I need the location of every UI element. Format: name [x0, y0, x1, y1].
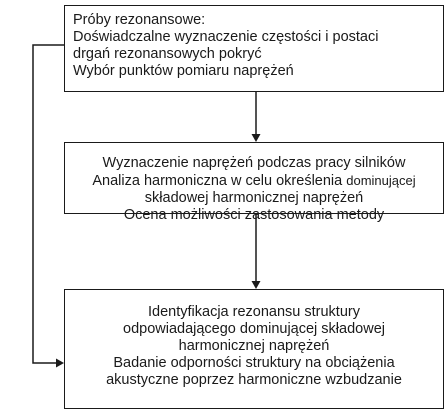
box3-line-1: Identyfikacja rezonansu struktury — [148, 304, 360, 320]
box2-line-4: Ocena możliwości zastosowania metody — [123, 207, 385, 223]
box3-line-3: harmonicznej naprężeń — [178, 338, 330, 354]
box3-line-5: akustyczne poprzez harmoniczne wzbudzanie — [106, 372, 402, 388]
box3-line-4: Badanie odporności struktury na obciążenia — [113, 355, 395, 371]
box1-line-3: drgań rezonansowych pokryć — [73, 46, 262, 62]
resonance-identification-box — [64, 289, 444, 409]
box3-line-2: odpowiadającego dominującej składowej — [123, 321, 385, 337]
feedback-arrow-head — [56, 359, 64, 368]
feedback-path — [33, 45, 64, 363]
resonance-tests-box — [64, 5, 444, 92]
arrow-1-to-2-head — [252, 134, 261, 142]
box2-line-1: Wyznaczenie naprężeń podczas pracy silników — [102, 155, 406, 171]
box2-line-3: składowej harmonicznej naprężeń — [144, 190, 364, 206]
box1-line-4: Wybór punktów pomiaru naprężeń — [73, 63, 294, 79]
box2-line-2-main: Analiza harmoniczna w celu określenia — [92, 173, 347, 189]
box1-line-2: Doświadczalne wyznaczenie częstości i postaci — [73, 29, 379, 45]
box2-line-2 — [69, 172, 439, 190]
stress-analysis-box — [64, 142, 444, 223]
box2-line-2-small: dominującej — [346, 173, 416, 188]
box1-line-1: Próby rezonansowe: — [73, 12, 206, 28]
arrow-2-to-3-head — [252, 281, 261, 289]
